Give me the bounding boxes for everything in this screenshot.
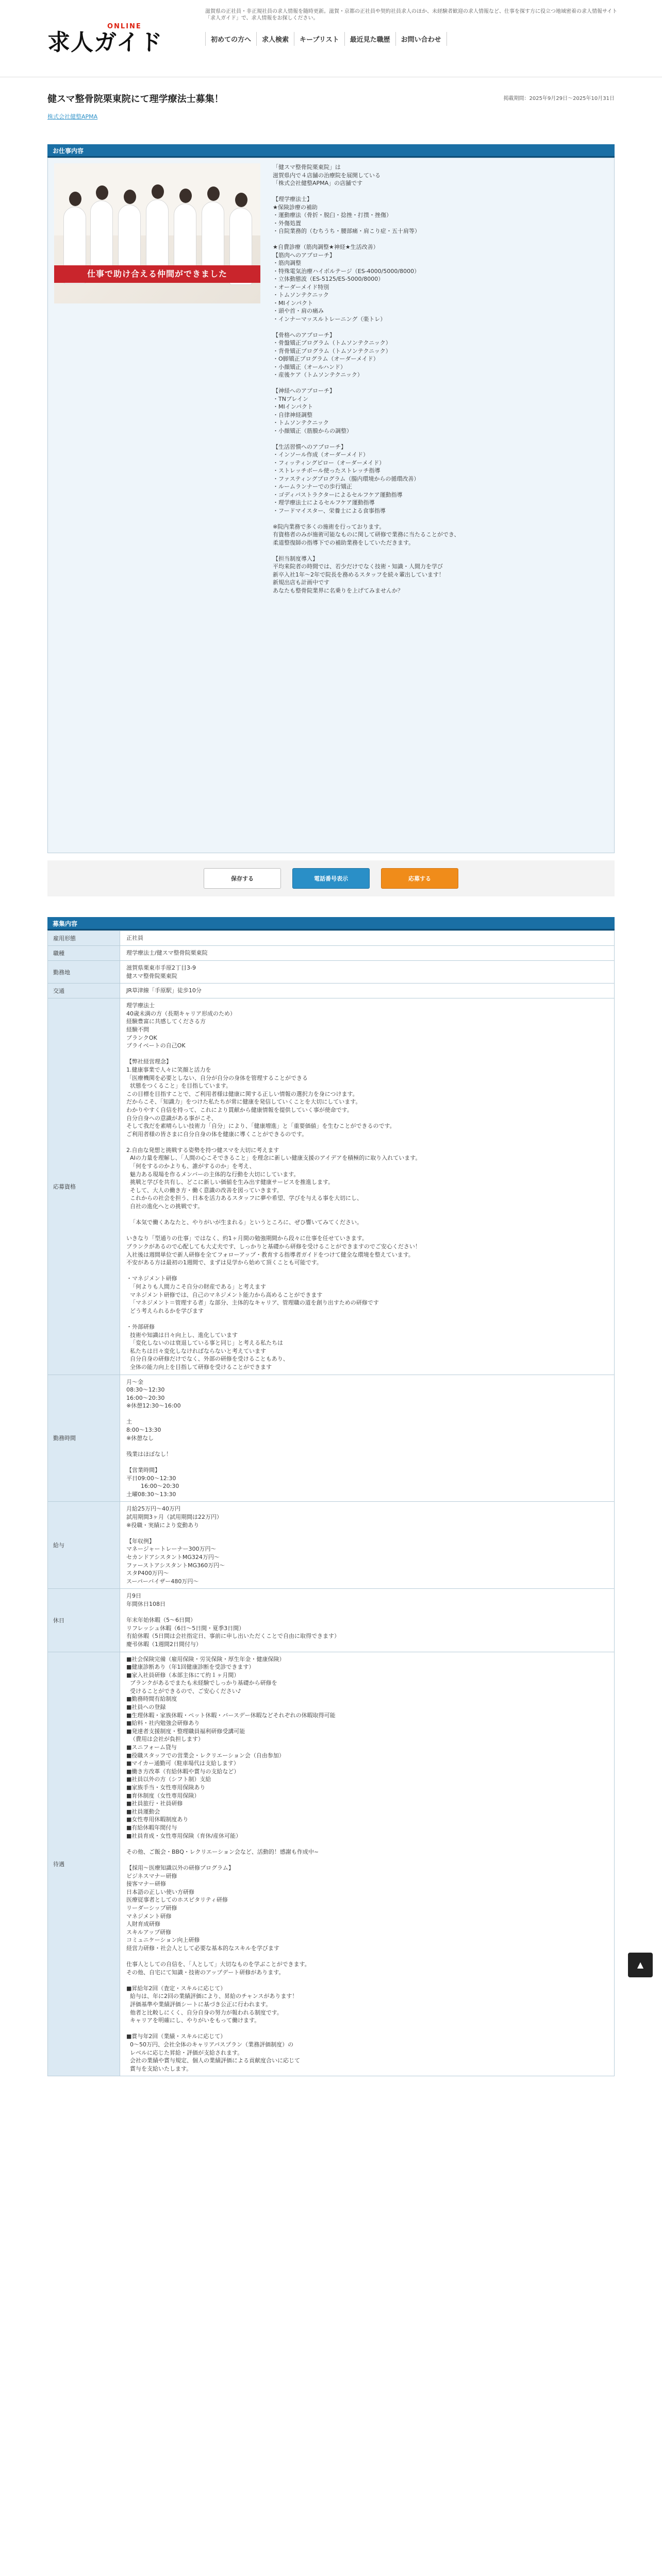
global-nav <box>205 32 447 46</box>
nav-first-time[interactable]: 初めての方へ <box>205 32 256 46</box>
section-heading-intro: お仕事内容 <box>47 144 615 158</box>
row-value: 月9日 年間休日108日 年末年始休暇（5～6日間） リフレッシュ休暇（6日～5日間・夏季3日間） 有給休暇（5日間は会社指定日、事前に申し出いただくことで自由に取得できます） 慶弔休暇（1週間2日間付与） <box>120 1589 615 1652</box>
posting-period: 掲載期間：2025年9月29日～2025年10月31日 <box>503 96 615 101</box>
table-row <box>48 998 615 1375</box>
intro-section <box>47 144 615 882</box>
row-value: 月～金 08:30～12:30 16:00～20:30 ※休憩12:30～16:00 土 8:00～13:30 ※休憩なし 残業はほぼなし！ 【営業時間】 平日09:00～12:30 16:00～20:30 土曜08:30～13:30 <box>120 1375 615 1502</box>
row-label: 応募資格 <box>48 998 120 1375</box>
section-heading-details: 募集内容 <box>47 917 615 930</box>
details-section <box>47 917 615 2076</box>
row-label: 給与 <box>48 1502 120 1589</box>
row-label: 休日 <box>48 1589 120 1652</box>
nav-contact[interactable]: お問い合わせ <box>395 32 447 46</box>
row-label: 雇用形態 <box>48 931 120 946</box>
table-row <box>48 1652 615 2076</box>
row-label: 勤務地 <box>48 961 120 984</box>
table-row <box>48 961 615 984</box>
site-header <box>0 0 662 77</box>
action-buttons <box>47 860 615 896</box>
show-phone-button[interactable]: 電話番号表示 <box>292 868 370 889</box>
table-row <box>48 931 615 946</box>
job-heading <box>47 92 615 121</box>
intro-box <box>47 158 615 853</box>
row-value: JR草津線「手原駅」徒歩10分 <box>120 984 615 998</box>
table-row <box>48 946 615 961</box>
intro-text: 「健スマ整骨院栗東院」は 滋賀県内で４店舗の治療院を展開している 「株式会社健整APMA」の店舗です 【理学療法士】 ★保険診療の補助 ・運動療法（骨折・脱臼・捻挫・打撲・挫傷） ・外傷処置 ・自院業務的（むちうち・腰部痛・肩こり症・五十肩等） ★自費診療（筋肉調整★神経★生活改善） 【筋肉へのアプローチ】 ・筋肉調整 ・特殊電気治療ハイボルテージ（ES-4000/5000/8000） ・立体動態波（ES-5125/ES-5000/8000） ・オーダーメイド特別 ・トムソンテクニック ・MIインパクト ・頭や首・肩の痛み ・インナーマッスルトレーニング（楽トレ） 【骨格へのアプローチ】 ・骨盤矯正プログラム（トムソンテクニック） ・背骨矯正プログラム（トムソンテクニック） ・O脚矯正プログラム（オーダーメイド） ・小顔矯正（オールハンド） ・産後ケア（トムソンテクニック） 【神経へのアプローチ】 ・TNブレイン ・MIインパクト ・自律神経調整 ・トムソンテクニック ・小顔矯正（筋膜からの調整） 【生活習慣へのアプローチ】 ・インソール作成（オーダーメイド） ・フィッティングピロー（オーダーメイド） ・ストレッチボール使ったストレッチ指導 ・ファスティングプログラム（腸内環境からの循環改善） ・ルームランナーでの歩行矯正 ・ゴディバストラクターによるセルフケア運動指導 ・理学療法士によるセルフケア運動指導 ・フードマイスター、栄養士による食事指導 ※院内業務で多くの施術を行っております。 有資格者のみが施術可能なものに関して研修で業務に当たることができ、 柔道整復師の指導下での補助業務をしていただきます。 【担当制度導入】 平均来院者の時間では、若少だけでなく技術・知識・人間力を学び 新卒入社1年～2年で院長を務めるスタッフを続々輩出しています！ 新規出店も計画中です あなたも整骨院業界に名乗りを上げてみませんか？ <box>273 164 460 594</box>
apply-button[interactable]: 応募する <box>381 868 458 889</box>
row-value: 滋賀県栗東市手原2丁目3-9 健スマ整骨院栗東院 <box>120 961 615 984</box>
table-row <box>48 1589 615 1652</box>
staff-photo <box>54 163 260 303</box>
logo-main: 求人ガイド <box>47 30 163 55</box>
row-value: 正社員 <box>120 931 615 946</box>
nav-recently-viewed[interactable]: 最近見た職歴 <box>344 32 395 46</box>
row-value: ■社会保険完備（雇用保険・労災保険・厚生年金・健康保険） ■健康診断あり（年1回健康診断を受診できます） ■家入社員研修（本部主体にて約１ヶ月間） ブランクがあるでまたも未経験でしっかり基礎から研修を 受けることができるので、ご安心ください♪ ■勤務時間有給制度 ■社員への登録 ■生理休暇・家族休暇・ペット休暇・バースデー休暇などそれぞれの休暇取得可能 ■給料・社内勉強会研修あり ■発達者支援制度・整理職員福利研修受講可能 （費用は会社が負担します） ■スニフォーム貸与 ■役職スタッフでの営業会・レクリエーション会（自由参加） ■マイカー通勤可（駐車場代は支給します） ■働き方改革（有給休暇や賞与の支給など） ■社員以外の方（シフト制）支給 ■家族手当・女性専用保険あり ■育休制度（女性専用保険） ■社員旅行・社員研修 ■社員運動会 ■女性専用休暇制度あり ■有給休暇年間付与 ■社員育成・女性専用保険（育休/産休可能） その他、ご飯会・BBQ・レクリエーション会など、活動的！感謝も作成中~ 【採用～医療知識以外の研修プログラム】 ビジネスマナー研修 接客マナー研修 日本語の正しい使い方研修 医療従事者としてのホスピタリティ研修 リーダーシップ研修 マネジメント研修 人財育成研修 スキルアップ研修 コミュニケーション向上研修 経営力研修・社会人として必要な基本的なスキルを学びます 仕事人としての自信を、「人として」大切なものを学ぶことができます。 その他、自宅にて知識・技術のアップデート研修があります。 ■昇給年2回（査定・スキルに応じて） 給与は、年に2回の業績評価により、昇給のチャンスがあります！ 評価基準や業績評価シートに基づき公正に行われます。 他者と比較しにくく、自分自身の努力が報われる制度です。 キャリアを明確にし、やりがいをもって働けます。 ■賞与年2回（業績・スキルに応じて） 0～50万円、会社全体のキャリアパスプラン（業務評価制度）の レベルに応じた昇給・評価が支給されます。 会社の業績や賞与規定、個人の業績評価による貢献度合いに応じて 賞与を支給いたします。 <box>120 1652 615 2076</box>
company-link[interactable]: 株式会社健整APMA <box>47 113 98 120</box>
row-value: 月給25万円～40万円 試用期間3ヶ月（試用期間は22万円） ※役職・実績により変動あり 【年収例】 マネージャートレーナー300万円～ セカンドアシスタントMG324万円～ ファーストアシスタントMG360万円～ スタP400万円～ スーパーバイザー480万円～ <box>120 1502 615 1589</box>
save-button[interactable]: 保存する <box>204 868 281 889</box>
nav-keep-list[interactable]: キープリスト <box>294 32 344 46</box>
site-tagline: 滋賀県の正社員・非正規社員の求人情報を随時更新。滋賀・京都の正社員や契約社員求人のほか、未経験者歓迎の求人情報など、仕事を探す方に役立つ地域密着の求人情報サイト「求人ガイド」で、求人情報をお探しください。 <box>205 9 618 21</box>
logo-online: ONLINE <box>107 23 142 30</box>
table-row <box>48 984 615 998</box>
row-label: 勤務時間 <box>48 1375 120 1502</box>
job-title: 健スマ整骨院栗東院にて理学療法士募集！ <box>47 94 224 105</box>
row-label: 待遇 <box>48 1652 120 2076</box>
row-label: 職種 <box>48 946 120 961</box>
row-value: 理学療法士 40歳未満の方（長期キャリア形成のため） 経験豊富に共感してくださる方 経験不問 ブランクOK プライベートの自己OK 【弊社経営理念】 1.健康事業で人々に笑顔と活力を 「医療機関を必要としない、自分が自分の身体を管理することができる 状態をつくること」を目指しています。 この目標を目指すことで、ご利用者様は健康に関する正しい情報の選択力を身につけます。 だからこそ、「知識力」をつけた私たちが常に健康を発信していくことを大切にしています。 わかりやすく自信を持って、これにより貫献から健康情報を提供していく事が使命です。 自分自身への意識がある事がこそ、 そして我だを素晴らしい技術力「自分」により、「健康増進」と「重要価値」を生むことができるのです。 ご利用者様の皆さまに自分自身の体を健康に導くことができるのです。 2.自由な発想と挑戦する姿勢を持つ健スマを大切に考えます AIの力量を理解し、「人間の心こそできること」を理念に新しい健康支援のアイデアを積極的に取り入れています。 「何をするのかよりも、誰がするのか」を考え、 魅力ある現場を作るメンバーの主体的な行動を大切にしています。 挑戦と学びを共有し、どこに新しい価値を生み出す健康サービスを推進します。 そして、大人の働き方・働く意識の改善を図っていきます。 これからの社会を担う、日本を活力あるスタッフに夢や希望、学びを与える事を大切にし、 自社の進化へとの挑戦です。 「本気で働くあなたと、やりがいが生まれる」というところに、ぜひ響いてみてください。 いきなり「型通りの仕事」ではなく、約1ヶ月間の勉強期間から段々に仕事を任せていきます。 ブランクがあるので心配しても大丈夫です、しっかりと基礎から研修を受けることができますのでご安心ください！ 入社後は週間単位で新人研修を全てフォローアップ・教育する指導者ガイドをつけて健全な環境を整えています。 不安がある方は最初の1週間で、まずは見学から始めて頂くことも可能です。 ・マネジメント研修 「何よりも人間力こそ自分の財産である」と考えます マネジメント研修では、自己のマネジメント能力から高めることができます 「マネジメント＝管理する者」な部分、主体的なキャリア、管理職の道を創り出すための研修です どう考えられるかを学びます ・外部研修 技術や知識は日々向上し、進化しています 「変化しないのは衰退している事と同じ」と考える私たちは 私たちは日々変化しなければならないと考えています 自分自身の研修だけでなく、外部の研修を受けることもあり、 全体の能力向上を目指して研修を受けることができます <box>120 998 615 1375</box>
row-value: 理学療法士/健スマ整骨院栗東院 <box>120 946 615 961</box>
table-row <box>48 1502 615 1589</box>
row-label: 交通 <box>48 984 120 998</box>
nav-job-search[interactable]: 求人検索 <box>256 32 294 46</box>
chevron-up-icon: ▲ <box>637 1960 644 1970</box>
scroll-to-top-button[interactable] <box>628 1953 653 1977</box>
details-table <box>47 930 615 2076</box>
table-row <box>48 1375 615 1502</box>
photo-banner: 仕事で助け合える仲間ができました <box>54 265 260 283</box>
site-logo[interactable] <box>47 22 181 53</box>
